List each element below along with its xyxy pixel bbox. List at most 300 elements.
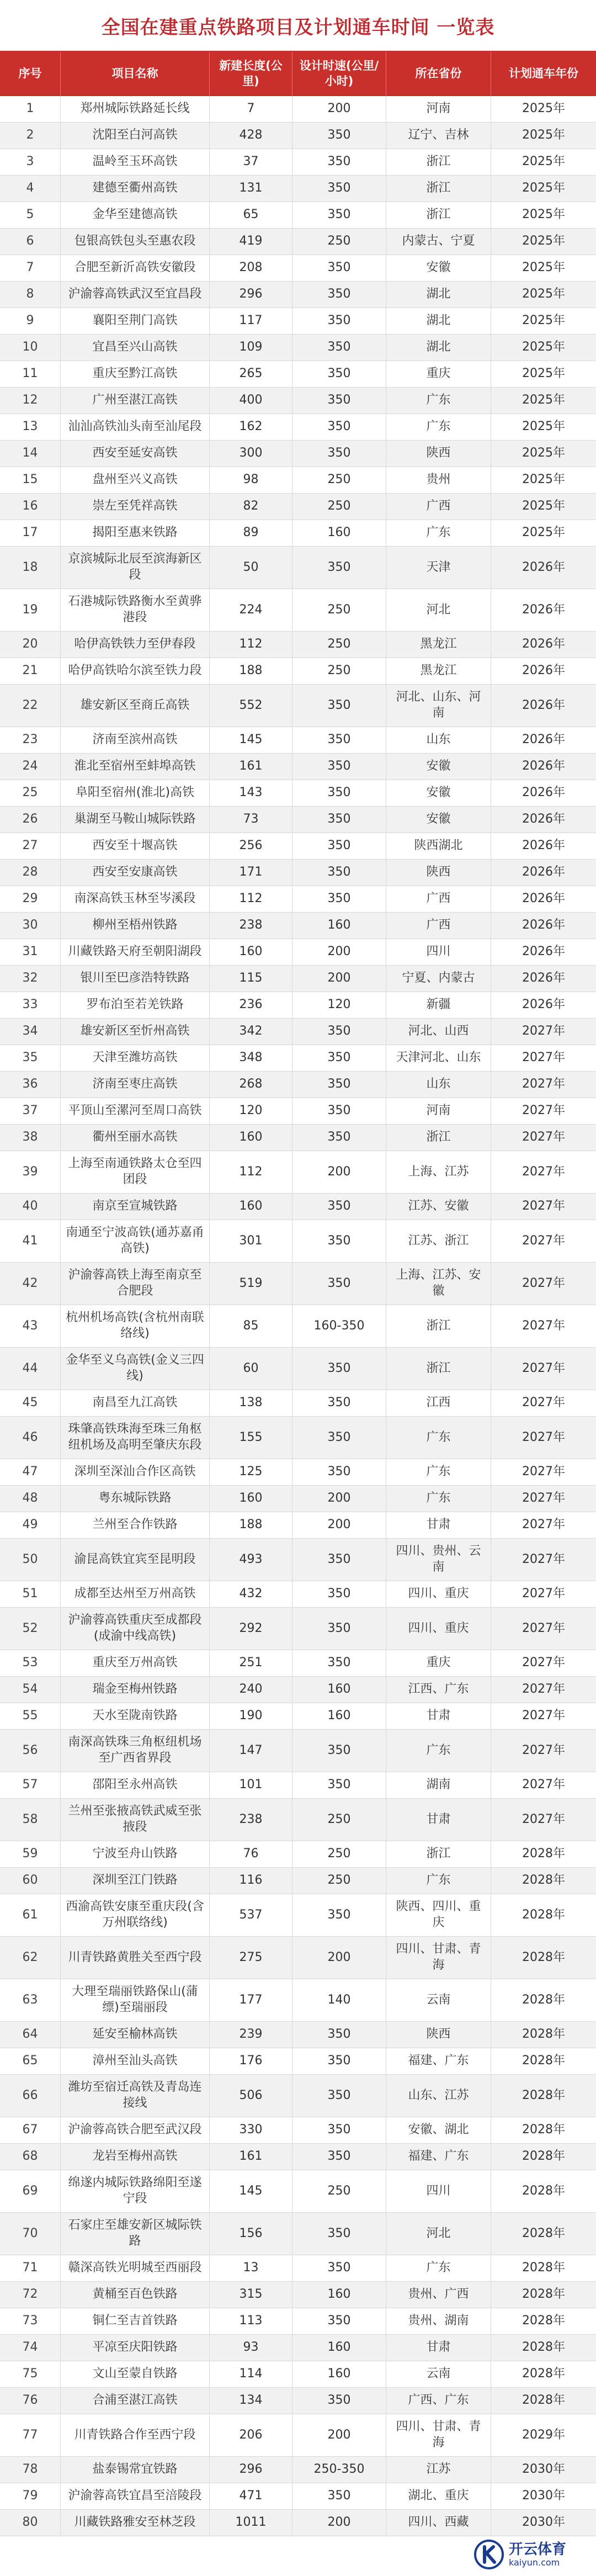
table-row: [0, 547, 596, 589]
length-cell: 176: [210, 2048, 292, 2075]
length-cell: 65: [210, 202, 292, 229]
year-cell: 2028年: [491, 1868, 596, 1894]
speed-cell: 250: [292, 632, 386, 658]
table-row: [0, 833, 596, 860]
province-cell: 安徽: [386, 754, 491, 780]
province-cell: 辽宁、吉林: [386, 123, 491, 149]
year-cell: 2027年: [491, 1581, 596, 1608]
province-cell: 河南: [386, 96, 491, 123]
province-cell: 浙江: [386, 1305, 491, 1348]
length-cell: 240: [210, 1677, 292, 1703]
row-number-cell: 69: [0, 2170, 61, 2213]
table-row: [0, 1608, 596, 1650]
row-number-cell: 38: [0, 1125, 61, 1151]
row-number-cell: 45: [0, 1390, 61, 1417]
table-row: [0, 229, 596, 255]
speed-cell: 350: [292, 2117, 386, 2144]
province-cell: 广西、广东: [386, 2388, 491, 2414]
row-number-cell: 28: [0, 860, 61, 886]
header-province: 所在省份: [386, 52, 491, 96]
length-cell: 190: [210, 1703, 292, 1730]
table-row: [0, 2170, 596, 2213]
length-cell: 256: [210, 833, 292, 860]
year-cell: 2026年: [491, 632, 596, 658]
length-cell: 188: [210, 658, 292, 685]
speed-cell: 350: [292, 780, 386, 807]
province-cell: 福建、广东: [386, 2048, 491, 2075]
province-cell: 浙江: [386, 176, 491, 202]
project-name-cell: 漳州至汕头高铁: [61, 2048, 210, 2075]
speed-cell: 200: [292, 1486, 386, 1512]
row-number-cell: 47: [0, 1459, 61, 1486]
row-number-cell: 25: [0, 780, 61, 807]
province-cell: 陕西: [386, 2022, 491, 2048]
province-cell: 四川、重庆: [386, 1608, 491, 1650]
row-number-cell: 42: [0, 1263, 61, 1305]
project-name-cell: 西安至十堰高铁: [61, 833, 210, 860]
row-number-cell: 51: [0, 1581, 61, 1608]
province-cell: 广西: [386, 494, 491, 520]
length-cell: 112: [210, 632, 292, 658]
title-bar: [0, 0, 596, 52]
table-row: [0, 1703, 596, 1730]
speed-cell: 140: [292, 1979, 386, 2022]
length-cell: 177: [210, 1979, 292, 2022]
row-number-cell: 67: [0, 2117, 61, 2144]
row-number-cell: 62: [0, 1937, 61, 1979]
project-name-cell: 淮北至宿州至蚌埠高铁: [61, 754, 210, 780]
length-cell: 147: [210, 1730, 292, 1772]
speed-cell: 350: [292, 1608, 386, 1650]
length-cell: 162: [210, 414, 292, 441]
province-cell: 江西: [386, 1390, 491, 1417]
speed-cell: 350: [292, 1894, 386, 1937]
row-number-cell: 36: [0, 1072, 61, 1098]
project-name-cell: 平凉至庆阳铁路: [61, 2335, 210, 2361]
row-number-cell: 61: [0, 1894, 61, 1937]
province-cell: 贵州: [386, 467, 491, 494]
project-name-cell: 金华至义乌高铁(金义三四线): [61, 1348, 210, 1390]
table-row: [0, 1868, 596, 1894]
row-number-cell: 64: [0, 2022, 61, 2048]
province-cell: 四川、重庆: [386, 1581, 491, 1608]
row-number-cell: 21: [0, 658, 61, 685]
year-cell: 2026年: [491, 833, 596, 860]
speed-cell: 350: [292, 1125, 386, 1151]
speed-cell: 200: [292, 2414, 386, 2457]
length-cell: 76: [210, 1841, 292, 1868]
header-project-name: 项目名称: [61, 52, 210, 96]
length-cell: 89: [210, 520, 292, 547]
province-cell: 四川、西藏: [386, 2510, 491, 2536]
row-number-cell: 43: [0, 1305, 61, 1348]
speed-cell: 350: [292, 1098, 386, 1125]
table-row: [0, 1650, 596, 1677]
speed-cell: 350: [292, 1019, 386, 1045]
row-number-cell: 16: [0, 494, 61, 520]
speed-cell: 350: [292, 255, 386, 282]
length-cell: 400: [210, 388, 292, 414]
length-cell: 160: [210, 939, 292, 966]
table-row: [0, 2255, 596, 2282]
table-row: [0, 2213, 596, 2255]
province-cell: 江苏、安徽: [386, 1194, 491, 1220]
province-cell: 福建、广东: [386, 2144, 491, 2170]
length-cell: 300: [210, 441, 292, 467]
project-name-cell: 郑州城际铁路延长线: [61, 96, 210, 123]
length-cell: 471: [210, 2483, 292, 2510]
year-cell: 2027年: [491, 1486, 596, 1512]
speed-cell: 350: [292, 1581, 386, 1608]
speed-cell: 350: [292, 176, 386, 202]
project-name-cell: 哈伊高铁哈尔滨至铁力段: [61, 658, 210, 685]
year-cell: 2030年: [491, 2483, 596, 2510]
speed-cell: 250: [292, 467, 386, 494]
row-number-cell: 33: [0, 992, 61, 1019]
table-row: [0, 1098, 596, 1125]
province-cell: 江苏: [386, 2457, 491, 2483]
row-number-cell: 1: [0, 96, 61, 123]
year-cell: 2025年: [491, 494, 596, 520]
table-row: [0, 1730, 596, 1772]
row-number-cell: 9: [0, 308, 61, 335]
table-row: [0, 685, 596, 727]
project-name-cell: 延安至榆林高铁: [61, 2022, 210, 2048]
project-name-cell: 兰州至张掖高铁武威至张掖段: [61, 1799, 210, 1841]
year-cell: 2028年: [491, 2075, 596, 2117]
year-cell: 2027年: [491, 1417, 596, 1459]
table-row: [0, 388, 596, 414]
row-number-cell: 30: [0, 913, 61, 939]
year-cell: 2028年: [491, 2022, 596, 2048]
row-number-cell: 32: [0, 966, 61, 992]
year-cell: 2025年: [491, 388, 596, 414]
year-cell: 2027年: [491, 1772, 596, 1799]
row-number-cell: 49: [0, 1512, 61, 1539]
project-name-cell: 巢湖至马鞍山城际铁路: [61, 807, 210, 833]
project-name-cell: 哈伊高铁铁力至伊春段: [61, 632, 210, 658]
table-row: [0, 1417, 596, 1459]
year-cell: 2026年: [491, 685, 596, 727]
speed-cell: 200: [292, 1151, 386, 1194]
project-name-cell: 天水至陇南铁路: [61, 1703, 210, 1730]
province-cell: 广东: [386, 1459, 491, 1486]
province-cell: 广东: [386, 2255, 491, 2282]
speed-cell: 350: [292, 1772, 386, 1799]
length-cell: 125: [210, 1459, 292, 1486]
province-cell: 云南: [386, 1979, 491, 2022]
length-cell: 85: [210, 1305, 292, 1348]
table-row: [0, 1772, 596, 1799]
province-cell: 湖北: [386, 282, 491, 308]
length-cell: 160: [210, 1486, 292, 1512]
project-name-cell: 南昌至九江高铁: [61, 1390, 210, 1417]
province-cell: 湖北、重庆: [386, 2483, 491, 2510]
speed-cell: 350: [292, 123, 386, 149]
length-cell: 206: [210, 2414, 292, 2457]
row-number-cell: 70: [0, 2213, 61, 2255]
province-cell: 广东: [386, 414, 491, 441]
year-cell: 2027年: [491, 1650, 596, 1677]
project-name-cell: 沪渝蓉高铁宜昌至涪陵段: [61, 2483, 210, 2510]
table-row: [0, 2335, 596, 2361]
table-row: [0, 1799, 596, 1841]
length-cell: 301: [210, 1220, 292, 1263]
year-cell: 2027年: [491, 1677, 596, 1703]
row-number-cell: 73: [0, 2308, 61, 2335]
table-row: [0, 1348, 596, 1390]
length-cell: 160: [210, 1194, 292, 1220]
province-cell: 湖南: [386, 1772, 491, 1799]
year-cell: 2027年: [491, 1305, 596, 1348]
row-number-cell: 78: [0, 2457, 61, 2483]
speed-cell: 350: [292, 308, 386, 335]
table-row: [0, 494, 596, 520]
table-row: [0, 1151, 596, 1194]
table-row: [0, 2483, 596, 2510]
year-cell: 2026年: [491, 939, 596, 966]
row-number-cell: 79: [0, 2483, 61, 2510]
project-name-cell: 济南至枣庄高铁: [61, 1072, 210, 1098]
speed-cell: 350: [292, 2144, 386, 2170]
row-number-cell: 46: [0, 1417, 61, 1459]
year-cell: 2027年: [491, 1512, 596, 1539]
province-cell: 浙江: [386, 149, 491, 176]
project-name-cell: 雄安新区至商丘高铁: [61, 685, 210, 727]
speed-cell: 160: [292, 2335, 386, 2361]
year-cell: 2027年: [491, 1072, 596, 1098]
project-name-cell: 川青铁路黄胜关至西宁段: [61, 1937, 210, 1979]
project-name-cell: 京滨城际北辰至滨海新区段: [61, 547, 210, 589]
length-cell: 156: [210, 2213, 292, 2255]
table-row: [0, 658, 596, 685]
speed-cell: 350: [292, 1348, 386, 1390]
year-cell: 2026年: [491, 658, 596, 685]
speed-cell: 350: [292, 388, 386, 414]
length-cell: 116: [210, 1868, 292, 1894]
table-row: [0, 441, 596, 467]
length-cell: 419: [210, 229, 292, 255]
row-number-cell: 5: [0, 202, 61, 229]
year-cell: 2028年: [491, 1841, 596, 1868]
row-number-cell: 57: [0, 1772, 61, 1799]
speed-cell: 250: [292, 589, 386, 632]
project-name-cell: 广州至湛江高铁: [61, 388, 210, 414]
province-cell: 广东: [386, 1730, 491, 1772]
province-cell: 广西: [386, 886, 491, 913]
province-cell: 四川: [386, 939, 491, 966]
length-cell: 428: [210, 123, 292, 149]
table-row: [0, 2388, 596, 2414]
project-name-cell: 成都至达州至万州高铁: [61, 1581, 210, 1608]
province-cell: 广东: [386, 388, 491, 414]
year-cell: 2025年: [491, 441, 596, 467]
project-name-cell: 石港城际铁路衡水至黄骅港段: [61, 589, 210, 632]
length-cell: 145: [210, 2170, 292, 2213]
speed-cell: 350: [292, 2483, 386, 2510]
year-cell: 2026年: [491, 966, 596, 992]
table-row: [0, 2414, 596, 2457]
table-row: [0, 1539, 596, 1581]
table-row: [0, 2361, 596, 2388]
speed-cell: 350: [292, 1650, 386, 1677]
length-cell: 161: [210, 2144, 292, 2170]
year-cell: 2026年: [491, 780, 596, 807]
length-cell: 82: [210, 494, 292, 520]
speed-cell: 350: [292, 2048, 386, 2075]
speed-cell: 350: [292, 1390, 386, 1417]
length-cell: 138: [210, 1390, 292, 1417]
row-number-cell: 3: [0, 149, 61, 176]
row-number-cell: 23: [0, 727, 61, 754]
province-cell: 河北、山西: [386, 1019, 491, 1045]
province-cell: 安徽: [386, 807, 491, 833]
year-cell: 2027年: [491, 1390, 596, 1417]
length-cell: 171: [210, 860, 292, 886]
project-name-cell: 沪渝蓉高铁武汉至宜昌段: [61, 282, 210, 308]
year-cell: 2025年: [491, 414, 596, 441]
table-row: [0, 2022, 596, 2048]
length-cell: 7: [210, 96, 292, 123]
length-cell: 131: [210, 176, 292, 202]
project-name-cell: 珠肇高铁珠海至珠三角枢纽机场及高明至肇庆东段: [61, 1417, 210, 1459]
project-name-cell: 南京至宣城铁路: [61, 1194, 210, 1220]
province-cell: 河南: [386, 1098, 491, 1125]
row-number-cell: 77: [0, 2414, 61, 2457]
table-row: [0, 2457, 596, 2483]
project-name-cell: 金华至建德高铁: [61, 202, 210, 229]
year-cell: 2030年: [491, 2510, 596, 2536]
project-name-cell: 天津至潍坊高铁: [61, 1045, 210, 1072]
project-name-cell: 重庆至万州高铁: [61, 1650, 210, 1677]
province-cell: 陕西、四川、重庆: [386, 1894, 491, 1937]
length-cell: 160: [210, 1125, 292, 1151]
table-row: [0, 149, 596, 176]
table-row: [0, 2144, 596, 2170]
province-cell: 四川、甘肃、青海: [386, 2414, 491, 2457]
year-cell: 2025年: [491, 335, 596, 361]
length-cell: 330: [210, 2117, 292, 2144]
table-row: [0, 96, 596, 123]
speed-cell: 350: [292, 361, 386, 388]
speed-cell: 350: [292, 335, 386, 361]
province-cell: 上海、江苏: [386, 1151, 491, 1194]
province-cell: 陕西湖北: [386, 833, 491, 860]
length-cell: 537: [210, 1894, 292, 1937]
province-cell: 广东: [386, 1417, 491, 1459]
length-cell: 296: [210, 2457, 292, 2483]
watermark-url: kaiyun.com: [509, 2557, 560, 2568]
project-name-cell: 川藏铁路天府至朝阳湖段: [61, 939, 210, 966]
length-cell: 251: [210, 1650, 292, 1677]
year-cell: 2028年: [491, 2361, 596, 2388]
project-name-cell: 襄阳至荆门高铁: [61, 308, 210, 335]
speed-cell: 120: [292, 992, 386, 1019]
year-cell: 2026年: [491, 807, 596, 833]
watermark: [469, 2536, 592, 2573]
province-cell: 安徽: [386, 255, 491, 282]
project-name-cell: 黄桶至百色铁路: [61, 2282, 210, 2308]
table-row: [0, 1677, 596, 1703]
project-name-cell: 合浦至湛江高铁: [61, 2388, 210, 2414]
project-name-cell: 雄安新区至忻州高铁: [61, 1019, 210, 1045]
table-row: [0, 1979, 596, 2022]
length-cell: 161: [210, 754, 292, 780]
speed-cell: 350: [292, 1263, 386, 1305]
table-row: [0, 1581, 596, 1608]
row-number-cell: 76: [0, 2388, 61, 2414]
row-number-cell: 39: [0, 1151, 61, 1194]
length-cell: 50: [210, 547, 292, 589]
row-number-cell: 48: [0, 1486, 61, 1512]
year-cell: 2027年: [491, 1730, 596, 1772]
speed-cell: 350: [292, 1194, 386, 1220]
year-cell: 2025年: [491, 123, 596, 149]
table-row: [0, 939, 596, 966]
province-cell: 浙江: [386, 1841, 491, 1868]
year-cell: 2026年: [491, 860, 596, 886]
province-cell: 内蒙古、宁夏: [386, 229, 491, 255]
project-name-cell: 重庆至黔江高铁: [61, 361, 210, 388]
project-name-cell: 粤东城际铁路: [61, 1486, 210, 1512]
length-cell: 296: [210, 282, 292, 308]
project-name-cell: 石家庄至雄安新区城际铁路: [61, 2213, 210, 2255]
length-cell: 1011: [210, 2510, 292, 2536]
table-row: [0, 176, 596, 202]
row-number-cell: 40: [0, 1194, 61, 1220]
length-cell: 238: [210, 1799, 292, 1841]
speed-cell: 200: [292, 1937, 386, 1979]
speed-cell: 250: [292, 1799, 386, 1841]
table-row: [0, 1263, 596, 1305]
province-cell: 天津: [386, 547, 491, 589]
province-cell: 安徽、湖北: [386, 2117, 491, 2144]
year-cell: 2027年: [491, 1194, 596, 1220]
speed-cell: 350: [292, 149, 386, 176]
row-number-cell: 72: [0, 2282, 61, 2308]
speed-cell: 250: [292, 229, 386, 255]
province-cell: 山东: [386, 727, 491, 754]
speed-cell: 160-350: [292, 1305, 386, 1348]
speed-cell: 200: [292, 939, 386, 966]
year-cell: 2025年: [491, 255, 596, 282]
row-number-cell: 53: [0, 1650, 61, 1677]
speed-cell: 250: [292, 658, 386, 685]
speed-cell: 160: [292, 2282, 386, 2308]
project-name-cell: 龙岩至梅州高铁: [61, 2144, 210, 2170]
row-number-cell: 11: [0, 361, 61, 388]
length-cell: 117: [210, 308, 292, 335]
project-name-cell: 宜昌至兴山高铁: [61, 335, 210, 361]
province-cell: 甘肃: [386, 2335, 491, 2361]
speed-cell: 350: [292, 807, 386, 833]
speed-cell: 160: [292, 1703, 386, 1730]
province-cell: 黑龙江: [386, 658, 491, 685]
length-cell: 432: [210, 1581, 292, 1608]
row-number-cell: 4: [0, 176, 61, 202]
project-name-cell: 杭州机场高铁(含杭州南联络线): [61, 1305, 210, 1348]
row-number-cell: 37: [0, 1098, 61, 1125]
speed-cell: 350: [292, 833, 386, 860]
length-cell: 224: [210, 589, 292, 632]
table-row: [0, 1512, 596, 1539]
province-cell: 四川: [386, 2170, 491, 2213]
province-cell: 上海、江苏、安徽: [386, 1263, 491, 1305]
project-name-cell: 渝昆高铁宜宾至昆明段: [61, 1539, 210, 1581]
year-cell: 2028年: [491, 2170, 596, 2213]
year-cell: 2026年: [491, 727, 596, 754]
length-cell: 73: [210, 807, 292, 833]
